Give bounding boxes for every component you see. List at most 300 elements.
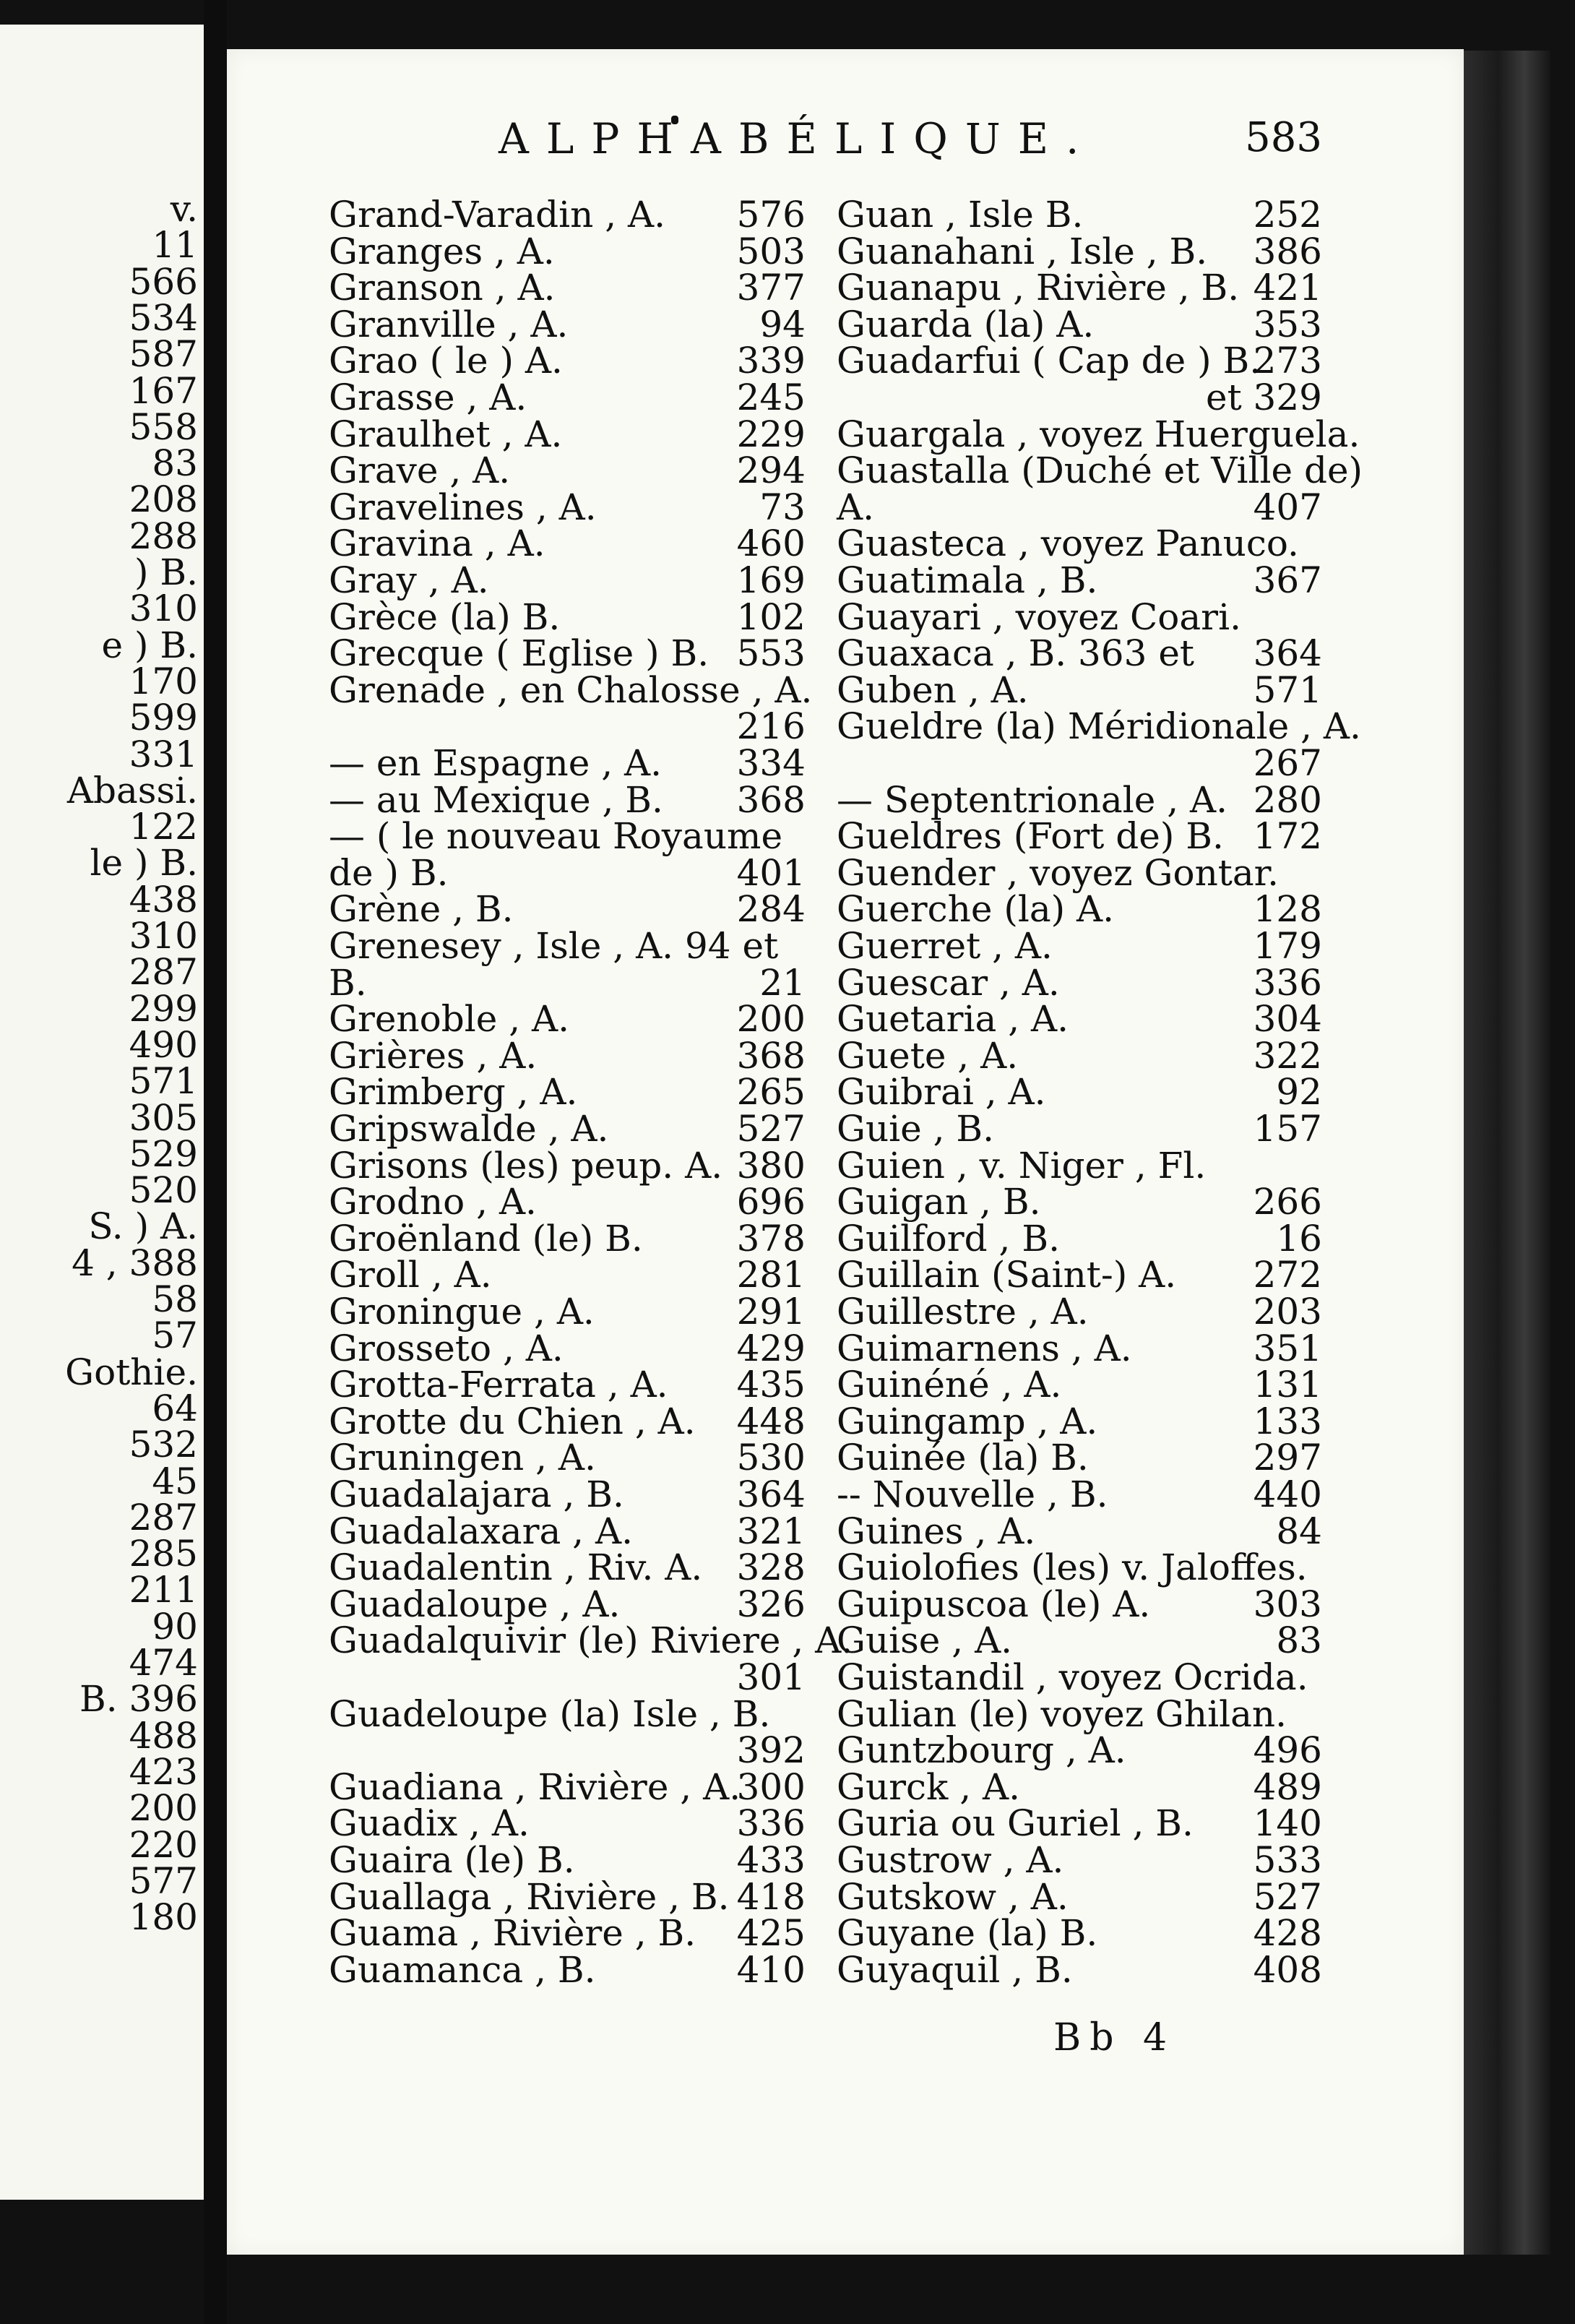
- entry-page: 410: [736, 1948, 806, 1991]
- entry-name: Grotte du Chien , A.: [329, 1400, 696, 1442]
- entry-name: Guillain (Saint-) A.: [837, 1254, 1177, 1296]
- index-entry: [837, 1510, 1322, 1552]
- entry-name: Guallaga , Rivière , B.: [329, 1875, 730, 1918]
- entry-page: 503: [736, 230, 806, 272]
- index-entry: [329, 1327, 806, 1369]
- index-entry: [837, 303, 1322, 345]
- left-page-text: 180: [129, 1896, 198, 1939]
- entry-name: Guise , A.: [837, 1619, 1013, 1662]
- entry-page: 21: [759, 961, 806, 1004]
- index-entry: [329, 778, 806, 821]
- entry-page: 435: [736, 1364, 806, 1406]
- entry-name: Grotta-Ferrata , A.: [329, 1364, 668, 1406]
- entry-name: Groll , A.: [329, 1254, 492, 1296]
- index-entry: [837, 1948, 1322, 1991]
- index-entry: [837, 1217, 1322, 1260]
- entry-page: 291: [736, 1291, 806, 1333]
- entry-name: Guan , Isle B.: [837, 194, 1084, 236]
- left-page-text: 566: [129, 260, 198, 303]
- entry-name: Guingamp , A.: [837, 1400, 1098, 1442]
- entry-name: Granville , A.: [329, 303, 569, 345]
- index-entry: [329, 1875, 806, 1918]
- index-entry: [837, 1656, 1322, 1698]
- left-page-text: 83: [152, 442, 198, 485]
- entry-name: Guria ou Guriel , B.: [837, 1802, 1194, 1845]
- entry-page: 527: [1253, 1875, 1322, 1918]
- index-entry: [329, 1437, 806, 1479]
- left-page-text: 4 , 388: [72, 1241, 198, 1284]
- index-entry: [837, 1034, 1322, 1077]
- entry-page: 203: [1253, 1291, 1322, 1333]
- entry-name: Gurck , A.: [837, 1765, 1021, 1808]
- entry-name: Guanapu , Rivière , B.: [837, 267, 1240, 309]
- index-entry: [837, 1619, 1322, 1662]
- entry-name: Guender , voyez Gontar.: [837, 851, 1279, 894]
- entry-page: 172: [1253, 815, 1322, 858]
- index-entry: [837, 559, 1322, 601]
- index-entry: [329, 1729, 806, 1772]
- index-entry: [837, 1765, 1322, 1808]
- entry-page: 169: [736, 559, 806, 601]
- entry-name: Grimberg , A.: [329, 1071, 578, 1114]
- left-page-text: 288: [129, 515, 198, 557]
- left-page-text: 599: [129, 697, 198, 739]
- left-page-text: 122: [129, 806, 198, 848]
- index-entry: [837, 230, 1322, 272]
- entry-page: 157: [1253, 1108, 1322, 1150]
- entry-page: 265: [736, 1071, 806, 1114]
- entry-page: 301: [736, 1656, 806, 1698]
- entry-name: Guayari , voyez Coari.: [837, 595, 1241, 638]
- entry-page: 407: [1253, 486, 1322, 528]
- entry-page: 300: [736, 1765, 806, 1808]
- running-header: [275, 114, 1322, 172]
- left-page-text: 534: [129, 296, 198, 339]
- left-page-text: 474: [129, 1642, 198, 1684]
- entry-page: 418: [736, 1875, 806, 1918]
- entry-name: Guadalaxara , A.: [329, 1510, 633, 1552]
- entry-name: — au Mexique , B.: [329, 778, 663, 821]
- index-entry: [329, 1034, 806, 1077]
- index-entry: [837, 1144, 1322, 1187]
- entry-page: 527: [736, 1108, 806, 1150]
- entry-name: Guibrai , A.: [837, 1071, 1046, 1114]
- entry-name: Grodno , A.: [329, 1181, 537, 1223]
- entry-page: 380: [736, 1144, 806, 1187]
- entry-page: 294: [736, 449, 806, 492]
- entry-name: Guistandil , voyez Ocrida.: [837, 1656, 1308, 1698]
- entry-name: Gruningen , A.: [329, 1437, 596, 1479]
- entry-page: 351: [1253, 1327, 1322, 1369]
- index-entry: [837, 1912, 1322, 1955]
- index-entry: [329, 267, 806, 309]
- index-entry: [837, 486, 1322, 528]
- left-page-text: Abassi.: [66, 769, 198, 812]
- entry-page: 460: [736, 522, 806, 565]
- left-page-text: 57: [152, 1314, 198, 1357]
- left-page-text: 287: [129, 951, 198, 994]
- left-page-text: 64: [152, 1387, 198, 1429]
- entry-name: Graulhet , A.: [329, 413, 563, 455]
- entry-page: 133: [1253, 1400, 1322, 1442]
- index-entry: [837, 1364, 1322, 1406]
- entry-page: 368: [736, 778, 806, 821]
- entry-name: Guamanca , B.: [329, 1948, 596, 1991]
- entry-page: 297: [1253, 1437, 1322, 1479]
- entry-name: Guete , A.: [837, 1034, 1019, 1077]
- index-entry: [329, 413, 806, 455]
- entry-page: 392: [736, 1729, 806, 1772]
- left-page-fragment: [0, 25, 204, 2200]
- index-entry: [837, 1254, 1322, 1296]
- left-page-text: e ) B.: [101, 624, 198, 666]
- entry-page: 280: [1253, 778, 1322, 821]
- entry-name: Guie , B.: [837, 1108, 995, 1150]
- entry-name: Guines , A.: [837, 1510, 1036, 1552]
- index-entry: [329, 1181, 806, 1223]
- left-page-text: 558: [129, 405, 198, 448]
- index-entry: [329, 1217, 806, 1260]
- index-entry: [329, 559, 806, 601]
- entry-name: Grenade , en Chalosse , A.: [329, 668, 813, 711]
- entry-page: 73: [759, 486, 806, 528]
- entry-name: Guyaquil , B.: [837, 1948, 1073, 1991]
- index-entry: [329, 230, 806, 272]
- index-entry: [329, 303, 806, 345]
- index-entry: [329, 742, 806, 784]
- index-entry: [329, 1510, 806, 1552]
- entry-page: 571: [1253, 668, 1322, 711]
- entry-page: 179: [1253, 925, 1322, 967]
- left-page-text: 488: [129, 1714, 198, 1757]
- index-entry: [329, 961, 806, 1004]
- entry-name: Guinée (la) B.: [837, 1437, 1089, 1479]
- left-page-text: ) B.: [134, 551, 198, 593]
- book-gutter: [204, 0, 227, 2324]
- index-entry: [837, 1875, 1322, 1918]
- entry-name: Guadix , A.: [329, 1802, 530, 1845]
- entry-page: 386: [1253, 230, 1322, 272]
- left-page-text: 571: [129, 1060, 198, 1103]
- entry-name: Groningue , A.: [329, 1291, 595, 1333]
- left-page-text: 577: [129, 1859, 198, 1902]
- entry-name: Grèce (la) B.: [329, 595, 561, 638]
- index-entry: [837, 267, 1322, 309]
- entry-name: Guaxaca , B. 363 et: [837, 632, 1194, 675]
- index-entry: [837, 449, 1363, 492]
- index-entry: [329, 1108, 806, 1150]
- index-entry: [837, 194, 1322, 236]
- index-entry: [329, 851, 806, 894]
- entry-name: — ( le nouveau Royaume: [329, 815, 783, 858]
- entry-name: Guillestre , A.: [837, 1291, 1089, 1333]
- entry-page: 92: [1276, 1071, 1322, 1114]
- entry-page: 266: [1253, 1181, 1322, 1223]
- entry-name: Grecque ( Eglise ) B.: [329, 632, 709, 675]
- entry-name: A.: [837, 486, 875, 528]
- entry-page: 328: [736, 1546, 806, 1589]
- entry-name: Granges , A.: [329, 230, 555, 272]
- entry-page: 303: [1253, 1583, 1322, 1625]
- entry-page: 140: [1253, 1802, 1322, 1845]
- entry-name: Grave , A.: [329, 449, 511, 492]
- entry-page: 229: [736, 413, 806, 455]
- entry-name: Gueldres (Fort de) B.: [837, 815, 1224, 858]
- entry-page: 377: [736, 267, 806, 309]
- index-entry: [329, 194, 806, 236]
- entry-page: 533: [1253, 1839, 1322, 1881]
- index-entry: [329, 1144, 806, 1187]
- entry-name: Guadalajara , B.: [329, 1473, 624, 1515]
- running-title: ALPHABÉLIQUE.: [499, 114, 1097, 163]
- index-entry: [329, 1839, 806, 1881]
- entry-name: -- Nouvelle , B.: [837, 1473, 1108, 1515]
- entry-page: 421: [1253, 267, 1322, 309]
- left-page-text: 211: [129, 1569, 198, 1611]
- left-page-text: 532: [129, 1424, 198, 1466]
- entry-name: Guntzbourg , A.: [837, 1729, 1126, 1772]
- entry-page: 440: [1253, 1473, 1322, 1515]
- entry-name: Guaira (le) B.: [329, 1839, 575, 1881]
- index-entry: [837, 413, 1360, 455]
- entry-page: 94: [759, 303, 806, 345]
- left-page-text: le ) B.: [90, 842, 198, 885]
- left-page-text: 167: [129, 369, 198, 412]
- entry-page: 425: [736, 1912, 806, 1955]
- entry-name: Granson , A.: [329, 267, 556, 309]
- entry-name: Guigan , B.: [837, 1181, 1041, 1223]
- index-entry: [837, 705, 1361, 748]
- index-entry: [837, 668, 1322, 711]
- entry-page: 378: [736, 1217, 806, 1260]
- left-page-text: v.: [170, 188, 198, 230]
- index-entry: [837, 925, 1322, 967]
- entry-name: Guama , Rivière , B.: [329, 1912, 696, 1955]
- left-page-text: 220: [129, 1823, 198, 1866]
- entry-page: et 329: [1205, 376, 1322, 418]
- index-entry: [329, 1802, 806, 1845]
- entry-name: Guerret , A.: [837, 925, 1053, 967]
- entry-name: Guiolofies (les) v. Jaloffes.: [837, 1546, 1308, 1589]
- left-page-text: 45: [152, 1460, 198, 1502]
- index-entry: [837, 815, 1322, 858]
- entry-name: Guerche (la) A.: [837, 888, 1115, 931]
- entry-page: 304: [1253, 998, 1322, 1041]
- left-page-text: 490: [129, 1023, 198, 1066]
- index-entry: [329, 1656, 806, 1698]
- entry-page: 496: [1253, 1729, 1322, 1772]
- index-entry: [329, 1619, 853, 1662]
- index-entry: [329, 1583, 806, 1625]
- left-page-text: 520: [129, 1169, 198, 1212]
- entry-name: Grand-Varadin , A.: [329, 194, 666, 236]
- entry-name: Guadiana , Rivière , A.: [329, 1765, 741, 1808]
- entry-page: 401: [736, 851, 806, 894]
- index-entry: [837, 998, 1322, 1041]
- entry-name: Grières , A.: [329, 1034, 538, 1077]
- entry-page: 322: [1253, 1034, 1322, 1077]
- left-page-text: 587: [129, 333, 198, 376]
- index-entry: [329, 668, 813, 711]
- entry-name: Guadaloupe , A.: [329, 1583, 621, 1625]
- entry-page: 576: [736, 194, 806, 236]
- left-page-text: 310: [129, 588, 198, 630]
- entry-page: 83: [1276, 1619, 1322, 1662]
- entry-page: 84: [1276, 1510, 1322, 1552]
- left-page-text: 90: [152, 1605, 198, 1648]
- entry-page: 102: [736, 595, 806, 638]
- index-entry: [837, 1437, 1322, 1479]
- left-page-text: 299: [129, 987, 198, 1030]
- index-entry: [837, 1802, 1322, 1845]
- left-page-text: B. 396: [79, 1678, 198, 1721]
- entry-page: 245: [736, 376, 806, 418]
- entry-name: Grao ( le ) A.: [329, 340, 563, 382]
- entry-page: 273: [1253, 340, 1322, 382]
- entry-name: Guasteca , voyez Panuco.: [837, 522, 1299, 565]
- index-entry: [837, 961, 1322, 1004]
- index-entry: [329, 376, 806, 418]
- left-page-text: 200: [129, 1787, 198, 1830]
- page-number: 583: [1245, 114, 1322, 161]
- entry-page: 16: [1276, 1217, 1322, 1260]
- entry-page: 448: [736, 1400, 806, 1442]
- entry-name: Guatimala , B.: [837, 559, 1098, 601]
- left-page-text: 438: [129, 878, 198, 921]
- entry-name: Guyane (la) B.: [837, 1912, 1098, 1955]
- entry-name: Guadalentin , Riv. A.: [329, 1546, 703, 1589]
- index-entry: [837, 1692, 1322, 1735]
- entry-page: 131: [1253, 1364, 1322, 1406]
- entry-page: 696: [736, 1181, 806, 1223]
- entry-name: Guilford , B.: [837, 1217, 1060, 1260]
- index-entry: [329, 1254, 806, 1296]
- entry-name: — Septentrionale , A.: [837, 778, 1227, 821]
- index-entry: [837, 595, 1322, 638]
- entry-name: Grosseto , A.: [329, 1327, 564, 1369]
- entry-page: 334: [736, 742, 806, 784]
- index-entry: [837, 1583, 1322, 1625]
- entry-page: 368: [736, 1034, 806, 1077]
- left-page-text: 310: [129, 915, 198, 957]
- index-entry: [329, 1692, 806, 1735]
- index-entry: [837, 1181, 1322, 1223]
- index-entry: [837, 632, 1322, 675]
- index-entry: [329, 888, 806, 931]
- entry-name: Grasse , A.: [329, 376, 527, 418]
- entry-name: Guadalquivir (le) Riviere , A.: [329, 1619, 853, 1662]
- entry-name: Guben , A.: [837, 668, 1029, 711]
- entry-name: B.: [329, 961, 367, 1004]
- entry-name: Gustrow , A.: [837, 1839, 1064, 1881]
- index-entry: [837, 778, 1322, 821]
- index-entry: [329, 998, 806, 1041]
- entry-page: 429: [736, 1327, 806, 1369]
- entry-page: 284: [736, 888, 806, 931]
- index-entry: [837, 888, 1322, 931]
- entry-page: 321: [736, 1510, 806, 1552]
- entry-page: 216: [736, 705, 806, 748]
- entry-name: Gravelines , A.: [329, 486, 597, 528]
- left-page-text: Gothie.: [65, 1351, 198, 1393]
- entry-name: Grisons (les) peup. A.: [329, 1144, 723, 1187]
- entry-name: Guien , v. Niger , Fl.: [837, 1144, 1207, 1187]
- index-entry: [329, 815, 806, 858]
- left-page-text: 170: [129, 660, 198, 702]
- entry-page: 353: [1253, 303, 1322, 345]
- entry-name: Gulian (le) voyez Ghilan.: [837, 1692, 1287, 1735]
- index-entry: [329, 340, 806, 382]
- entry-name: Guastalla (Duché et Ville de): [837, 449, 1363, 492]
- index-entry: [837, 1839, 1322, 1881]
- entry-name: Gray , A.: [329, 559, 489, 601]
- left-page-text: 208: [129, 478, 198, 521]
- entry-page: 281: [736, 1254, 806, 1296]
- entry-name: Guarda (la) A.: [837, 303, 1095, 345]
- entry-name: Guanahani , Isle , B.: [837, 230, 1208, 272]
- left-page-text: 58: [152, 1278, 198, 1320]
- entry-page: 252: [1253, 194, 1322, 236]
- entry-page: 339: [736, 340, 806, 382]
- index-entry: [837, 1729, 1322, 1772]
- entry-page: 267: [1253, 742, 1322, 784]
- index-entry: [329, 522, 806, 565]
- left-page-text: 305: [129, 1096, 198, 1139]
- entry-name: Grène , B.: [329, 888, 514, 931]
- index-entry: [329, 449, 806, 492]
- index-entry: [837, 1473, 1322, 1515]
- signature-mark: Bb 4: [1053, 2016, 1176, 2060]
- entry-page: 433: [736, 1839, 806, 1881]
- entry-page: 336: [1253, 961, 1322, 1004]
- entry-page: 364: [736, 1473, 806, 1515]
- left-page-text: 331: [129, 733, 198, 775]
- entry-page: 364: [1253, 632, 1322, 675]
- entry-name: Guadeloupe (la) Isle , B.: [329, 1692, 771, 1735]
- entry-page: 200: [736, 998, 806, 1041]
- entry-page: 367: [1253, 559, 1322, 601]
- entry-page: 553: [736, 632, 806, 675]
- entry-page: 336: [736, 1802, 806, 1845]
- left-page-text: 423: [129, 1750, 198, 1793]
- entry-name: Grenoble , A.: [329, 998, 570, 1041]
- index-entry: [837, 851, 1322, 894]
- index-entry: [329, 1912, 806, 1955]
- left-page-text: 529: [129, 1132, 198, 1175]
- left-page-text: 11: [152, 224, 198, 267]
- index-entry: [837, 340, 1322, 382]
- entry-name: de ) B.: [329, 851, 449, 894]
- index-entry: [329, 705, 806, 748]
- index-entry: [837, 1108, 1322, 1150]
- left-page-text: S. ) A.: [88, 1205, 198, 1248]
- index-entry: [837, 1546, 1322, 1589]
- entry-name: Guimarnens , A.: [837, 1327, 1132, 1369]
- entry-name: Gutskow , A.: [837, 1875, 1069, 1918]
- index-entry: [329, 1400, 806, 1442]
- index-entry: [837, 1400, 1322, 1442]
- index-entry: [837, 376, 1322, 418]
- index-entry: [329, 1291, 806, 1333]
- entry-name: — en Espagne , A.: [329, 742, 663, 784]
- entry-name: Guetaria , A.: [837, 998, 1069, 1041]
- index-entry: [329, 1948, 806, 1991]
- entry-name: Guescar , A.: [837, 961, 1060, 1004]
- left-page-text: 285: [129, 1533, 198, 1575]
- entry-name: Groënland (le) B.: [329, 1217, 643, 1260]
- index-entry: [329, 1071, 806, 1114]
- index-entry: [837, 1071, 1322, 1114]
